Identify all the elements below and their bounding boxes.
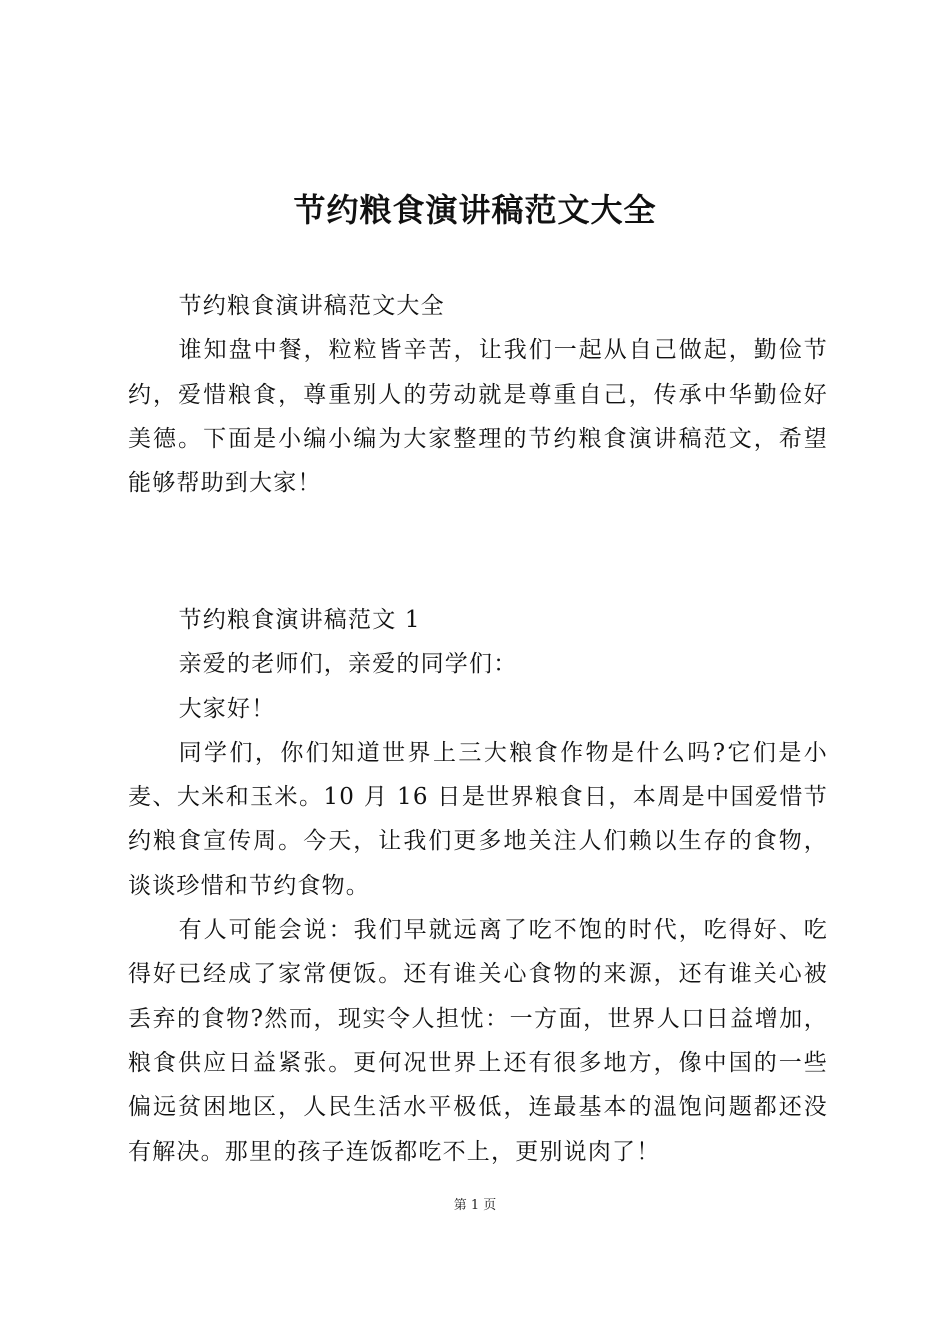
intro-section xyxy=(128,284,828,505)
document-title: 节约粮食演讲稿范文大全 xyxy=(293,191,657,229)
page-number: 第 1 页 xyxy=(453,1198,497,1213)
body-paragraph: 同学们，你们知道世界上三大粮食作物是什么吗?它们是小麦、大米和玉米。10 月 16 日是世界粮食日，本周是中国爱惜节约粮食宣传周。今天，让我们更多地关注人们赖以生存的食物，谈谈珍惜和节约食物。 xyxy=(128,739,828,899)
intro-paragraph: 谁知盘中餐，粒粒皆辛苦，让我们一起从自己做起，勤俭节约，爱惜粮食，尊重别人的劳动就是尊重自己，传承中华勤俭好美德。下面是小编小编为大家整理的节约粮食演讲稿范文，希望能够帮助到大家！ xyxy=(128,337,828,497)
body-paragraph: 有人可能会说：我们早就远离了吃不饱的时代，吃得好、吃得好已经成了家常便饭。还有谁关心食物的来源，还有谁关心被丢弃的食物?然而，现实令人担忧：一方面，世界人口日益增加，粮食供应日益紧张。更何况世界上还有很多地方，像中国的一些偏远贫困地区，人民生活水平极低，连最基本的温饱问题都还没有解决。那里的孩子连饭都吃不上，更别说肉了！ xyxy=(128,917,828,1165)
intro-heading: 节约粮食演讲稿范文大全 xyxy=(178,293,445,319)
greeting: 大家好！ xyxy=(178,695,276,722)
salutation: 亲爱的老师们，亲爱的同学们： xyxy=(178,651,518,678)
section-heading: 节约粮食演讲稿范文 1 xyxy=(178,607,421,633)
speech-section-1 xyxy=(128,598,828,1174)
